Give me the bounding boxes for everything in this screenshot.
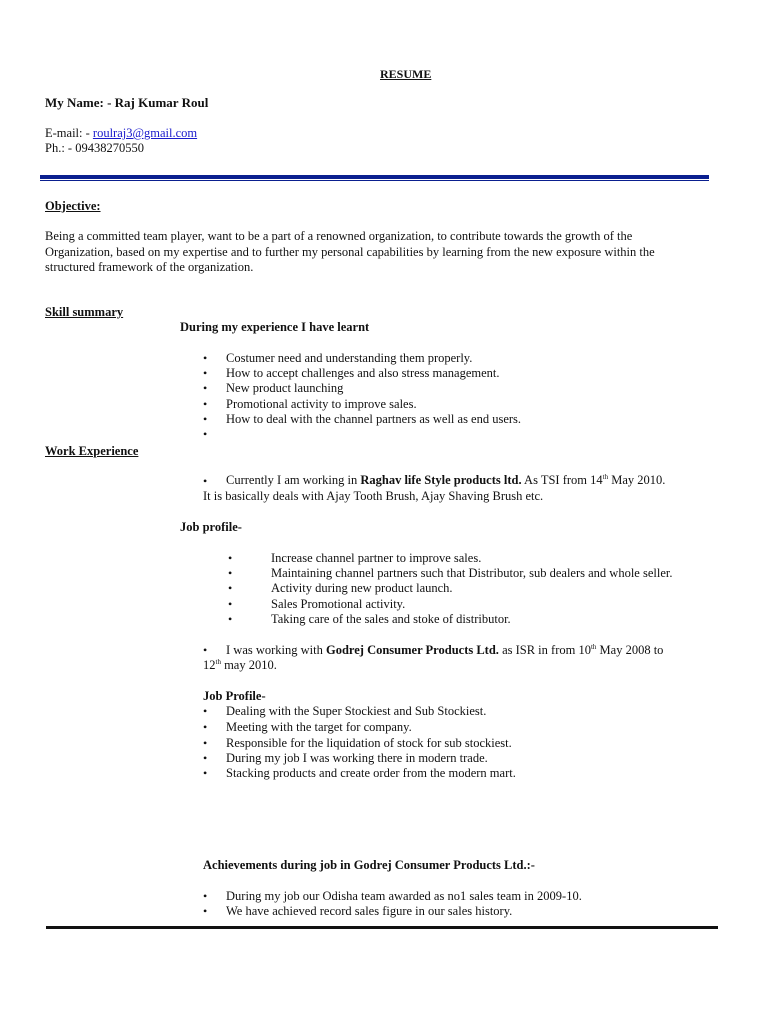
job1-profile-heading: Job profile- [180, 520, 242, 534]
job2-line-2 [203, 658, 277, 673]
skills-heading: Skill summary [45, 305, 124, 319]
job1-company: Raghav life Style products ltd. [360, 473, 522, 487]
skill-item: Promotional activity to improve sales. [226, 397, 417, 411]
achievement-item: We have achieved record sales figure in our sales history. [226, 904, 513, 918]
bullet-glyph: • [203, 381, 208, 395]
job1-item: Sales Promotional activity. [271, 597, 406, 611]
name-line: My Name: - Raj Kumar Roul [45, 95, 209, 110]
job1-text: May 2010. [608, 473, 666, 487]
bullet-glyph: • [203, 643, 208, 657]
job2-profile-heading: Job Profile- [203, 689, 266, 703]
skill-item: Costumer need and understanding them properly. [226, 351, 473, 365]
job1-text: As TSI from 14 [521, 473, 603, 487]
objective-line-1: Being a committed team player, want to be a part of a renowned organization, to contribute towards the growth of the [45, 229, 633, 243]
achievements-heading: Achievements during job in Godrej Consumer Products Ltd.:- [203, 858, 535, 872]
job2-item: Stacking products and create order from the modern mart. [226, 766, 516, 780]
resume-title: RESUME [380, 67, 432, 81]
bullet-glyph: • [203, 766, 208, 780]
achievement-item: During my job our Odisha team awarded as no1 sales team in 2009-10. [226, 889, 582, 903]
email-label: E-mail: - [45, 126, 93, 140]
job2-item: During my job I was working there in modern trade. [226, 751, 488, 765]
skills-intro: During my experience I have learnt [180, 320, 370, 334]
footer-divider [46, 926, 718, 929]
job2-text: I was working with [226, 643, 326, 657]
bullet-glyph: • [203, 736, 208, 750]
job1-line-2: It is basically deals with Ajay Tooth Brush, Ajay Shaving Brush etc. [203, 489, 544, 503]
job2-text: May 2008 to [596, 643, 664, 657]
job1-item: Activity during new product launch. [271, 581, 453, 595]
bullet-glyph: • [203, 397, 208, 411]
email-link[interactable]: roulraj3@gmail.com [92, 126, 198, 140]
bullet-glyph: • [203, 412, 208, 426]
job1-text: Currently I am working in [226, 473, 361, 487]
job2-line-1 [226, 643, 663, 658]
email-line [45, 126, 197, 141]
bullet-glyph: • [228, 597, 233, 611]
skill-item: How to accept challenges and also stress management. [226, 366, 500, 380]
bullet-glyph: • [203, 704, 208, 718]
phone-line: Ph.: - 09438270550 [45, 141, 144, 155]
bullet-glyph: • [203, 751, 208, 765]
objective-line-3: structured framework of the organization. [45, 260, 254, 274]
bullet-glyph: • [203, 720, 208, 734]
bullet-glyph: • [228, 612, 233, 626]
job1-line-1 [226, 473, 665, 488]
job2-item: Meeting with the target for company. [226, 720, 412, 734]
objective-heading: Objective: [45, 199, 101, 213]
skill-item: How to deal with the channel partners as well as end users. [226, 412, 522, 426]
work-heading: Work Experience [45, 444, 139, 458]
job2-item: Dealing with the Super Stockiest and Sub Stockiest. [226, 704, 487, 718]
bullet-glyph: • [228, 581, 233, 595]
job1-sup: th [602, 473, 609, 481]
header-divider-thin [40, 180, 709, 181]
job2-company: Godrej Consumer Products Ltd. [326, 643, 499, 657]
bullet-glyph: • [203, 904, 208, 918]
bullet-glyph: • [203, 889, 208, 903]
bullet-glyph: • [203, 366, 208, 380]
job1-item: Maintaining channel partners such that Distributor, sub dealers and whole seller. [271, 566, 673, 580]
job2-text: may 2010. [220, 658, 277, 672]
bullet-glyph: • [228, 551, 233, 565]
bullet-glyph: • [203, 427, 208, 441]
objective-line-2: Organization, based on my expertise and to further my personal capabilities by learning from the new exposure within the [45, 245, 655, 259]
job1-item: Taking care of the sales and stoke of distributor. [271, 612, 511, 626]
job1-item: Increase channel partner to improve sales. [271, 551, 482, 565]
job2-text: as ISR in from 10 [498, 643, 591, 657]
job2-item: Responsible for the liquidation of stock for sub stockiest. [226, 736, 512, 750]
job2-sup: th [590, 643, 597, 651]
bullet-glyph: • [203, 351, 208, 365]
skill-item: New product launching [226, 381, 344, 395]
job2-sup: th [215, 658, 221, 666]
job2-text: 12 [203, 658, 216, 672]
header-divider [40, 175, 709, 179]
bullet-glyph: • [203, 474, 208, 488]
bullet-glyph: • [228, 566, 233, 580]
